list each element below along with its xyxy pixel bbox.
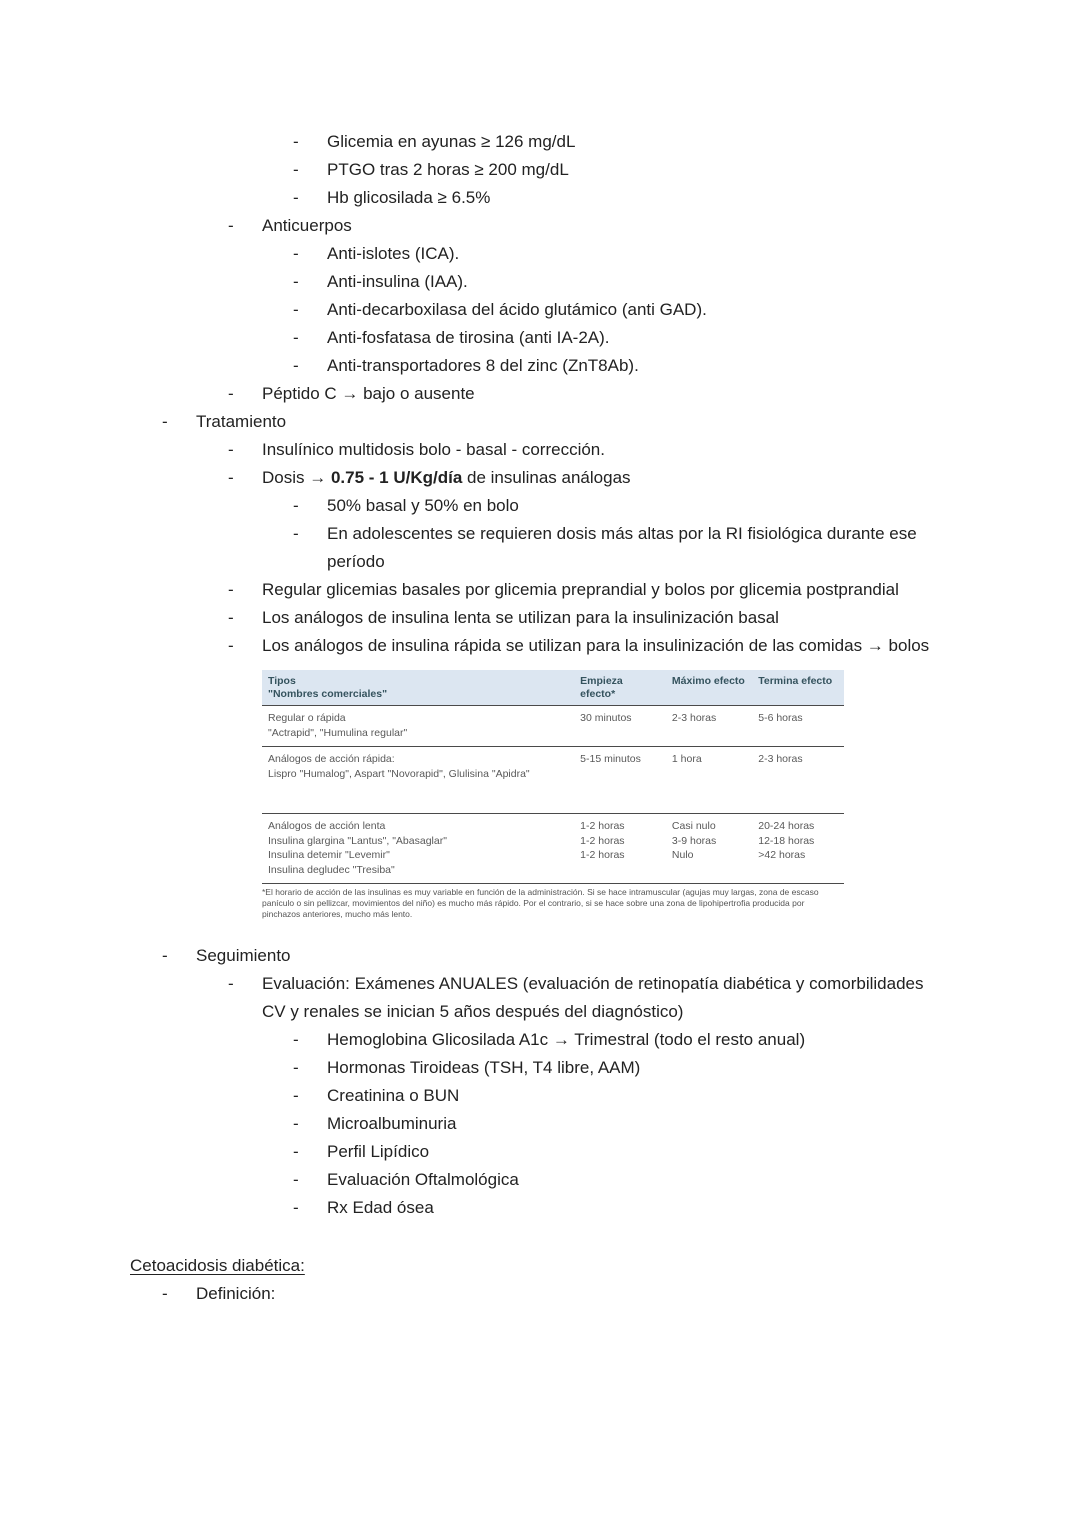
bullet-text-segment: Anti-islotes (ICA).	[327, 244, 460, 263]
bullet-text	[327, 128, 930, 156]
bullet-dash: -	[293, 160, 299, 179]
table-cell-line: Empieza	[580, 675, 623, 687]
table-cell	[752, 814, 844, 884]
bullet-item	[130, 408, 930, 436]
table-cell	[574, 747, 666, 814]
table-cell	[666, 706, 752, 747]
bullet-text-segment: Insulínico multidosis bolo - basal - corrección.	[262, 440, 605, 459]
bullet-dash: -	[293, 300, 299, 319]
bullet-item	[130, 576, 930, 604]
bullet-dash: -	[228, 216, 234, 235]
table-cell	[262, 706, 574, 747]
bullet-text	[262, 632, 930, 660]
table-header-cell	[574, 670, 666, 706]
table-cell-line: Lispro "Humalog", Aspart "Novorapid", Glulisina "Apidra"	[268, 767, 530, 780]
bullet-text	[327, 324, 930, 352]
bullet-dash: -	[228, 468, 234, 487]
bullet-item	[130, 520, 930, 576]
table-cell-line: Insulina glargina "Lantus", "Abasaglar"	[268, 834, 447, 847]
insulin-table-body	[262, 706, 844, 884]
table-cell-line: Máximo efecto	[671, 675, 745, 687]
bullet-item	[130, 352, 930, 380]
table-cell	[262, 814, 574, 884]
bullet-text-segment: Anti-fosfatasa de tirosina (anti IA-2A).	[327, 328, 610, 347]
notes-list-bottom	[130, 942, 930, 1222]
table-cell-line: 1 hora	[671, 753, 702, 765]
bullet-dash: -	[293, 1114, 299, 1133]
bullet-dash: -	[228, 974, 234, 993]
bullet-text-segment: Regular glicemias basales por glicemia preprandial y bolos por glicemia postprandial	[262, 580, 899, 599]
table-header-cell	[262, 670, 574, 706]
bullet-text-segment: Glicemia en ayunas ≥ 126 mg/dL	[327, 132, 576, 151]
bullet-item	[130, 240, 930, 268]
table-cell	[752, 747, 844, 814]
bullet-item	[130, 324, 930, 352]
bullet-item	[130, 604, 930, 632]
notes-list-top	[130, 128, 930, 660]
table-cell-line: 5-15 minutos	[580, 753, 641, 765]
bullet-text	[327, 184, 930, 212]
table-cell	[666, 814, 752, 884]
table-cell-line: 20-24 horas	[758, 820, 815, 832]
bullet-text-segment: Hormonas Tiroideas (TSH, T4 libre, AAM)	[327, 1058, 641, 1077]
bullet-item	[130, 212, 930, 240]
bullet-text	[327, 240, 930, 268]
bullet-text-segment: Anti-transportadores 8 del zinc (ZnT8Ab).	[327, 356, 639, 375]
bullet-text	[196, 942, 930, 970]
bullet-item	[130, 1166, 930, 1194]
bullet-text	[262, 380, 930, 408]
bullet-text-segment: Los análogos de insulina rápida se utilizan para la insulinización de las comidas → bolos	[262, 636, 930, 655]
bullet-item	[130, 492, 930, 520]
bullet-item	[130, 1194, 930, 1222]
bullet-text	[327, 492, 930, 520]
table-cell-line: 12-18 horas	[758, 834, 815, 847]
notes-list-post	[130, 1280, 930, 1308]
table-cell	[752, 706, 844, 747]
bullet-dash: -	[293, 1198, 299, 1217]
bullet-item	[130, 1138, 930, 1166]
table-cell-line: 2-3 horas	[671, 712, 717, 724]
bullet-dash: -	[228, 608, 234, 627]
bullet-dash: -	[228, 636, 234, 655]
table-cell-line: Análogos de acción lenta	[268, 820, 386, 832]
bullet-text-segment: Seguimiento	[196, 946, 291, 965]
table-cell-line: Termina efecto	[758, 675, 833, 687]
table-cell-line: >42 horas	[758, 849, 806, 861]
bullet-item	[130, 1054, 930, 1082]
table-header-row	[262, 670, 844, 706]
bullet-item	[130, 184, 930, 212]
bullet-item	[130, 268, 930, 296]
table-cell	[574, 814, 666, 884]
bullet-text-segment: Los análogos de insulina lenta se utilizan para la insulinización basal	[262, 608, 779, 627]
bullet-item	[130, 942, 930, 970]
bullet-item	[130, 156, 930, 184]
table-cell-line: 3-9 horas	[671, 834, 717, 847]
bullet-text-segment: Perfil Lipídico	[327, 1142, 430, 1161]
bullet-text	[262, 970, 930, 1026]
table-cell-line: Casi nulo	[671, 820, 716, 832]
bullet-text	[196, 1280, 930, 1308]
table-cell-line: Insulina degludec "Tresiba"	[268, 863, 395, 876]
bullet-item	[130, 1110, 930, 1138]
table-cell-line: 5-6 horas	[758, 712, 803, 724]
bullet-text-segment: de insulinas análogas	[462, 468, 631, 487]
bullet-text	[327, 1166, 930, 1194]
bullet-dash: -	[228, 580, 234, 599]
bullet-text	[327, 1026, 930, 1054]
bullet-dash: -	[228, 384, 234, 403]
bullet-text	[327, 352, 930, 380]
bullet-text	[262, 436, 930, 464]
bullet-item	[130, 128, 930, 156]
bullet-text-segment: Péptido C → bajo o ausente	[262, 384, 475, 403]
bullet-item	[130, 1280, 930, 1308]
bullet-text-segment: En adolescentes se requieren dosis más altas por la RI fisiológica durante ese período	[327, 524, 917, 571]
bullet-text	[327, 268, 930, 296]
bullet-dash: -	[162, 412, 168, 431]
bullet-text	[327, 520, 930, 576]
bullet-dash: -	[293, 524, 299, 543]
bullet-text	[262, 576, 930, 604]
bullet-text	[327, 156, 930, 184]
insulin-types-table	[262, 670, 844, 884]
bullet-text-segment: Definición:	[196, 1284, 276, 1303]
bullet-dash: -	[293, 272, 299, 291]
table-cell-line: Nulo	[671, 849, 694, 861]
table-footnote: *El horario de acción de las insulinas es muy variable en función de la administración. Si se hace intramuscular (agujas muy largas, zona de escaso panículo o sin pellizcar, movimientos del niño) es mucho más rápido. Por el contrario, si se hace sobre una zona de lipohipertrofia producida por pinchazos anteriores, mucho más lento.	[262, 887, 819, 919]
section-heading-cetoacidosis: Cetoacidosis diabética:	[130, 1256, 305, 1275]
table-cell-line: efecto*	[580, 688, 616, 700]
bullet-dash: -	[293, 132, 299, 151]
table-cell-line: "Actrapid", "Humulina regular"	[268, 726, 408, 739]
bullet-text	[327, 296, 930, 324]
bullet-text	[327, 1054, 930, 1082]
bullet-dash: -	[293, 356, 299, 375]
bullet-text-segment: Microalbuminuria	[327, 1114, 457, 1133]
bullet-text-segment: Rx Edad ósea	[327, 1198, 434, 1217]
insulin-table-head	[262, 670, 844, 706]
bullet-item	[130, 1026, 930, 1054]
bullet-dash: -	[293, 1142, 299, 1161]
bullet-dash: -	[293, 328, 299, 347]
bullet-dash: -	[228, 440, 234, 459]
bullet-dash: -	[293, 1086, 299, 1105]
insulin-table-figure	[262, 670, 844, 920]
table-cell-line: 1-2 horas	[580, 849, 625, 861]
bullet-text-segment: Tratamiento	[196, 412, 287, 431]
bullet-text-segment: Evaluación Oftalmológica	[327, 1170, 519, 1189]
bullet-text-segment: Anti-insulina (IAA).	[327, 272, 468, 291]
bullet-dash: -	[162, 1284, 168, 1303]
bullet-item	[130, 380, 930, 408]
bullet-text-segment: Anti-decarboxilasa del ácido glutámico (anti GAD).	[327, 300, 707, 319]
table-cell	[262, 747, 574, 814]
table-row	[262, 706, 844, 747]
bullet-dash: -	[293, 188, 299, 207]
table-cell-line: 1-2 horas	[580, 834, 625, 847]
table-cell-line: Regular o rápida	[268, 712, 346, 724]
bullet-text-segment: Creatinina o BUN	[327, 1086, 460, 1105]
bullet-dash: -	[293, 1030, 299, 1049]
bullet-text-bold-segment: 0.75 - 1 U/Kg/día	[330, 468, 463, 487]
table-cell	[666, 747, 752, 814]
bullet-text	[327, 1138, 930, 1166]
bullet-text	[262, 464, 930, 492]
bullet-text	[327, 1110, 930, 1138]
table-cell-line: 30 minutos	[580, 712, 632, 724]
table-cell-line: 1-2 horas	[580, 820, 625, 832]
bullet-text	[327, 1082, 930, 1110]
table-cell-line: 2-3 horas	[758, 753, 803, 765]
bullet-item	[130, 970, 930, 1026]
bullet-dash: -	[162, 946, 168, 965]
bullet-text	[262, 212, 930, 240]
bullet-text-segment: Hemoglobina Glicosilada A1c → Trimestral (todo el resto anual)	[327, 1030, 806, 1049]
table-cell-line: Análogos de acción rápida:	[268, 753, 395, 765]
bullet-dash: -	[293, 1170, 299, 1189]
bullet-dash: -	[293, 1058, 299, 1077]
table-header-cell	[752, 670, 844, 706]
bullet-text	[196, 408, 930, 436]
bullet-item	[130, 464, 930, 492]
bullet-item	[130, 1082, 930, 1110]
bullet-text	[262, 604, 930, 632]
bullet-item	[130, 296, 930, 324]
table-cell	[574, 706, 666, 747]
bullet-text	[327, 1194, 930, 1222]
table-row	[262, 747, 844, 814]
bullet-text-segment: Hb glicosilada ≥ 6.5%	[327, 188, 491, 207]
table-row	[262, 814, 844, 884]
bullet-text-segment: Anticuerpos	[262, 216, 352, 235]
bullet-dash: -	[293, 244, 299, 263]
table-cell-line: Insulina detemir "Levemir"	[268, 849, 390, 861]
table-cell-line: Tipos	[268, 675, 296, 687]
bullet-text-segment: PTGO tras 2 horas ≥ 200 mg/dL	[327, 160, 569, 179]
table-cell-line: "Nombres comerciales"	[268, 688, 388, 700]
bullet-item	[130, 632, 930, 660]
bullet-dash: -	[293, 496, 299, 515]
table-header-cell	[666, 670, 752, 706]
bullet-text-segment: 50% basal y 50% en bolo	[327, 496, 519, 515]
bullet-text-segment: Dosis →	[262, 468, 331, 487]
bullet-item	[130, 436, 930, 464]
bullet-text-segment: Evaluación: Exámenes ANUALES (evaluación de retinopatía diabética y comorbilidades CV y renales se inician 5 años después del diagnóstico)	[262, 974, 924, 1021]
